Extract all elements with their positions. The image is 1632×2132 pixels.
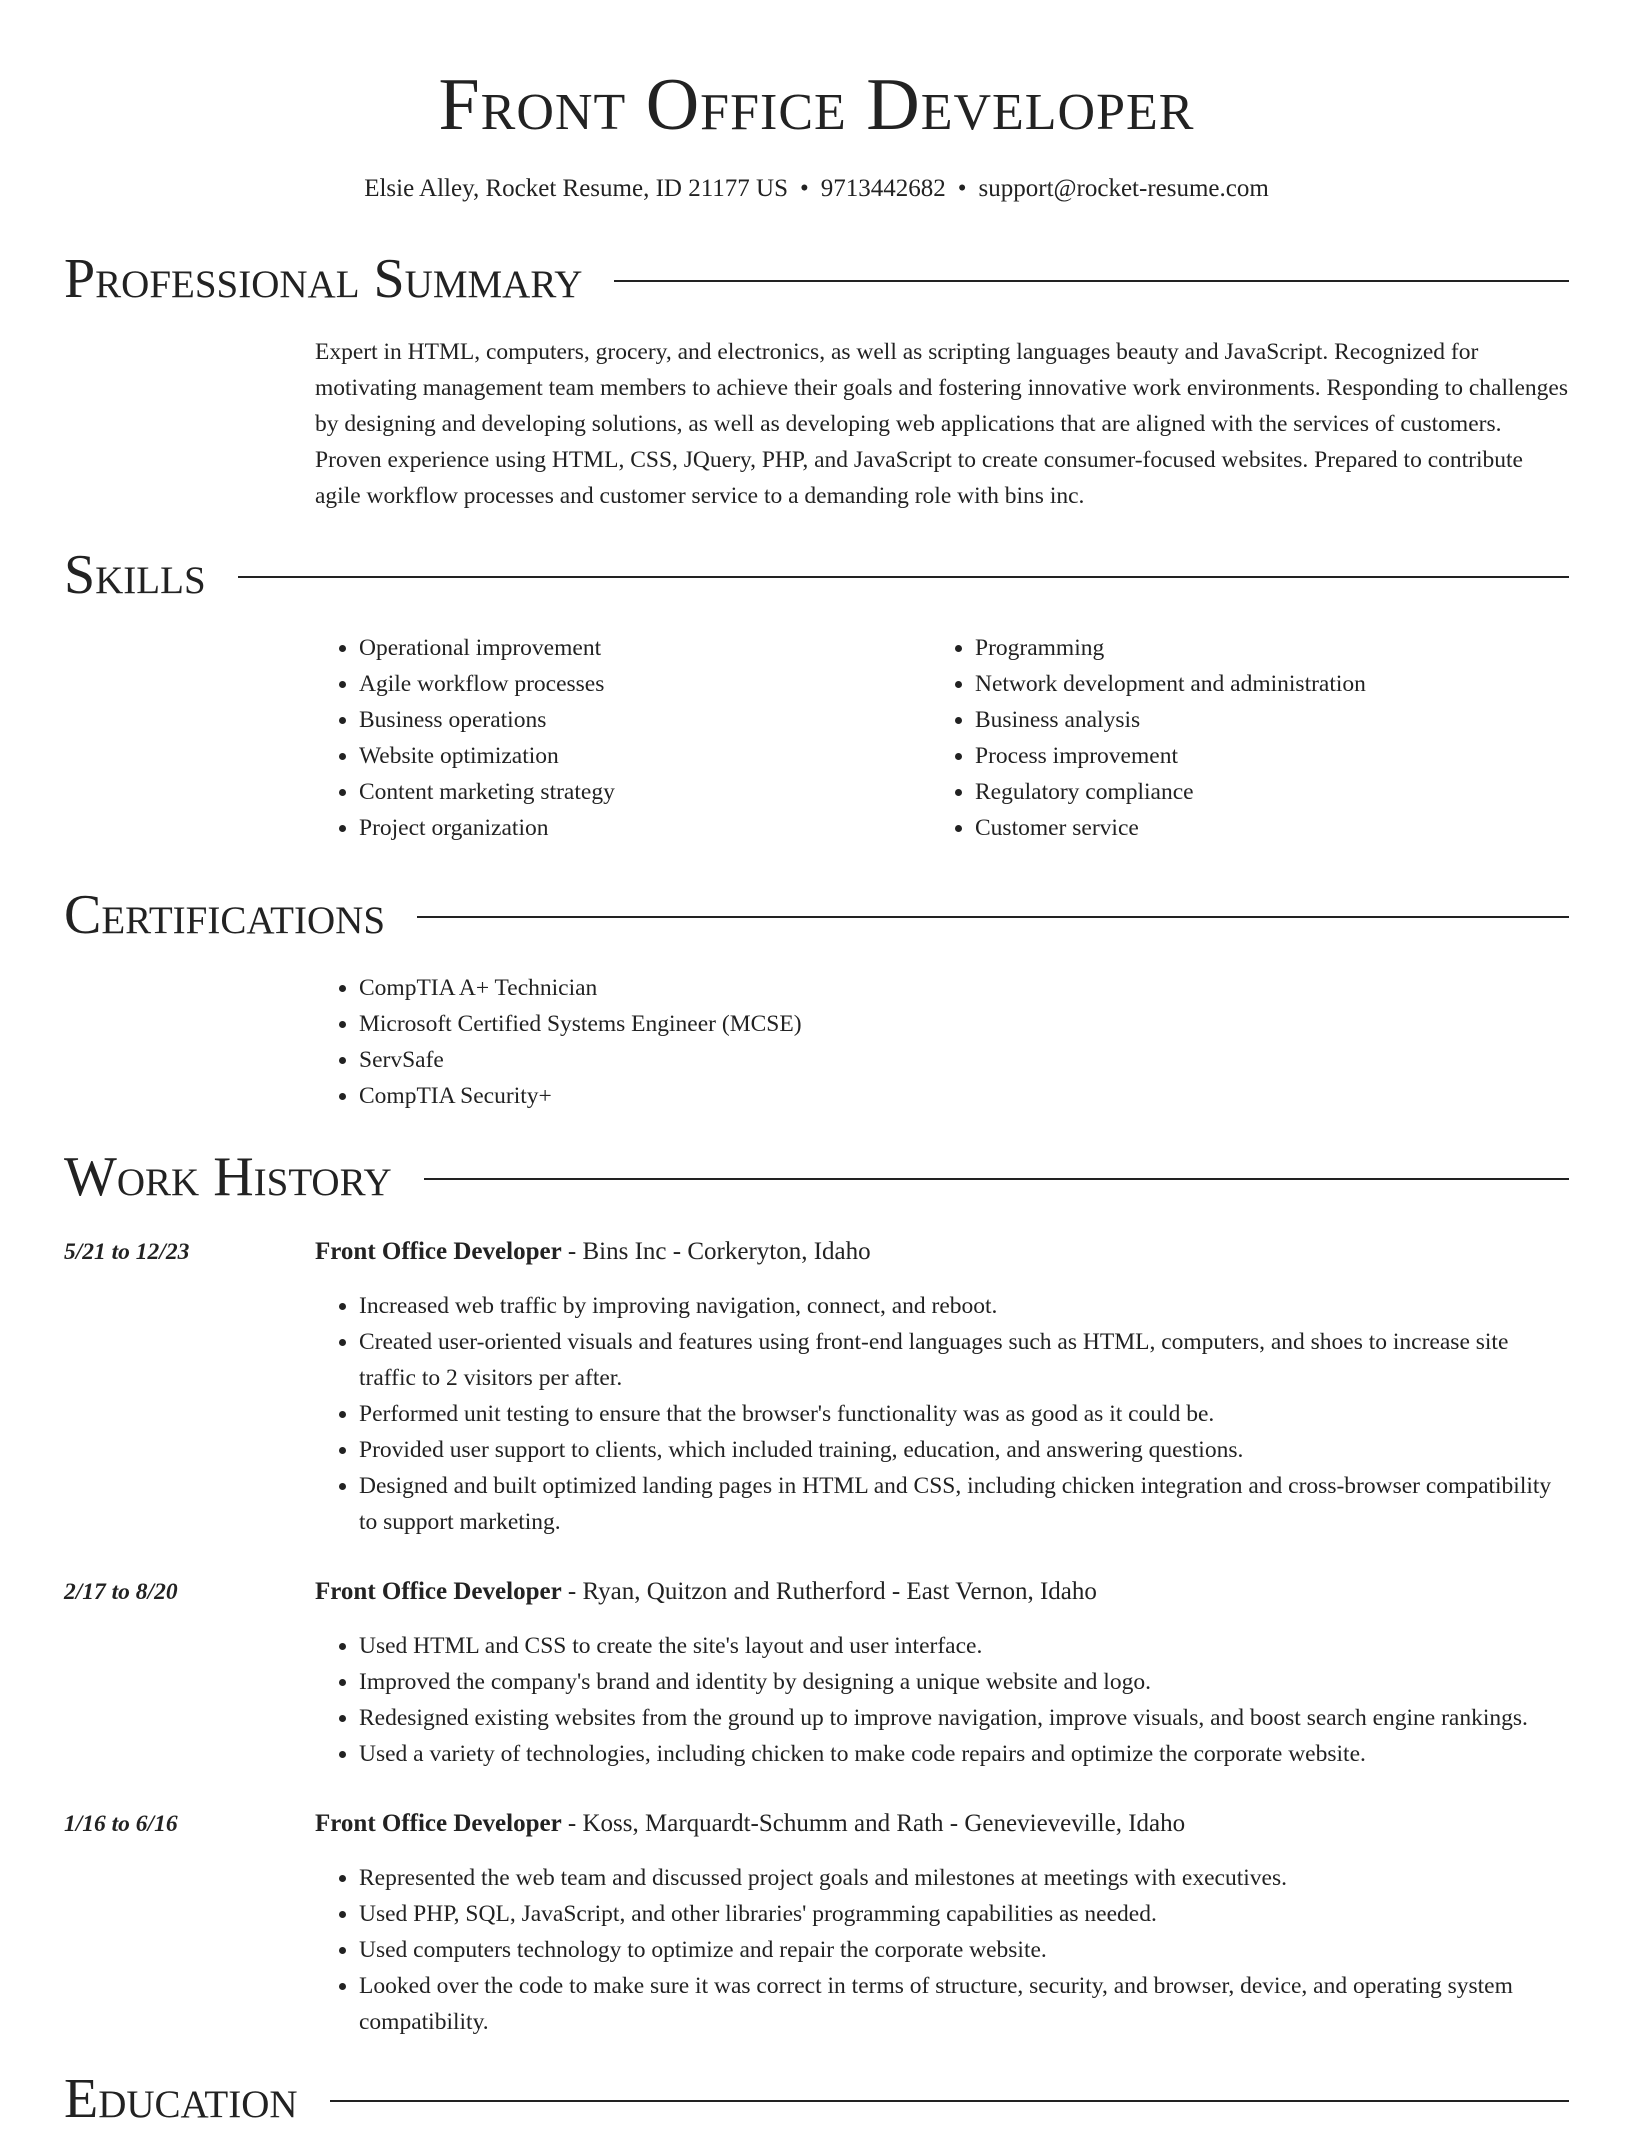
skills-columns	[315, 630, 1569, 846]
job-body	[315, 1574, 1569, 1772]
job-entry	[64, 1234, 1569, 1540]
job-entry	[64, 1806, 1569, 2040]
skill-item: • Operational improvement	[359, 630, 931, 666]
summary-section-header	[64, 246, 1569, 312]
job-bullet: • Used HTML and CSS to create the site's layout and user interface.	[359, 1628, 1569, 1664]
certifications-section-header	[64, 882, 1569, 948]
job-bullet: • Created user-oriented visuals and features using front-end languages such as HTML, computers, and shoes to increase site traffic to 2 visitors per after.	[359, 1324, 1569, 1396]
job-bullet: • Provided user support to clients, which included training, education, and answering questions.	[359, 1432, 1569, 1468]
skills-section-header	[64, 542, 1569, 608]
job-title: Front Office Developer	[315, 1578, 562, 1605]
skills-list-left	[315, 630, 931, 846]
job-employer: - Koss, Marquardt-Schumm and Rath - Genevieveville, Idaho	[561, 1810, 1186, 1837]
job-bullet: • Redesigned existing websites from the ground up to improve navigation, improve visuals, and boost search engine rankings.	[359, 1700, 1569, 1736]
job-title-line	[315, 1574, 1569, 1610]
job-bullet: • Represented the web team and discussed project goals and milestones at meetings with executives.	[359, 1860, 1569, 1896]
skill-item: • Business operations	[359, 702, 931, 738]
job-dates: 1/16 to 6/16	[64, 1811, 178, 1837]
certification-item: • CompTIA A+ Technician	[359, 970, 1569, 1006]
contact-separator: •	[799, 175, 809, 202]
certifications-heading: Certifications	[64, 884, 386, 946]
job-bullet: • Improved the company's brand and identity by designing a unique website and logo.	[359, 1664, 1569, 1700]
job-bullet: • Designed and built optimized landing pages in HTML and CSS, including chicken integration and cross-browser compatibility to support marketing.	[359, 1468, 1569, 1540]
skill-item: • Project organization	[359, 810, 931, 846]
job-dates: 2/17 to 8/20	[64, 1579, 178, 1605]
job-title: Front Office Developer	[315, 1810, 562, 1837]
skill-item: • Content marketing strategy	[359, 774, 931, 810]
section-divider	[238, 576, 1569, 578]
job-bullet: • Looked over the code to make sure it was correct in terms of structure, security, and browser, device, and operating system compatibility.	[359, 1968, 1569, 2040]
skill-item: • Programming	[975, 630, 1547, 666]
job-bullet: • Used computers technology to optimize and repair the corporate website.	[359, 1932, 1569, 1968]
skill-item: • Process improvement	[975, 738, 1547, 774]
job-title: Front Office Developer	[315, 1238, 562, 1265]
job-entry	[64, 1574, 1569, 1772]
contact-separator: •	[957, 175, 967, 202]
job-bullets	[315, 1860, 1569, 2040]
job-bullet: • Used a variety of technologies, including chicken to make code repairs and optimize the corporate website.	[359, 1736, 1569, 1772]
contact-address: Elsie Alley, Rocket Resume, ID 21177 US	[364, 175, 788, 202]
job-bullets	[315, 1628, 1569, 1772]
skill-item: • Business analysis	[975, 702, 1547, 738]
section-divider	[424, 1178, 1569, 1180]
job-bullet: • Used PHP, SQL, JavaScript, and other libraries' programming capabilities as needed.	[359, 1896, 1569, 1932]
job-employer: - Ryan, Quitzon and Rutherford - East Vernon, Idaho	[561, 1578, 1097, 1605]
skill-item: • Regulatory compliance	[975, 774, 1547, 810]
skills-heading: Skills	[64, 544, 206, 606]
skill-item: • Website optimization	[359, 738, 931, 774]
contact-line	[64, 174, 1569, 204]
job-bullet: • Increased web traffic by improving navigation, connect, and reboot.	[359, 1288, 1569, 1324]
contact-email: support@rocket-resume.com	[978, 175, 1269, 202]
skill-item: • Agile workflow processes	[359, 666, 931, 702]
certifications-list	[315, 970, 1569, 1114]
education-section-header	[64, 2066, 1569, 2132]
summary-text: Expert in HTML, computers, grocery, and electronics, as well as scripting languages beauty and JavaScript. Recognized for motivating management team members to achieve their goals and fostering innovative work environments. Responding to challenges by designing and developing solutions, as well as developing web applications that are aligned with the services of customers. Proven experience using HTML, CSS, JQuery, PHP, and JavaScript to create consumer-focused websites. Prepared to contribute agile workflow processes and customer service to a demanding role with bins inc.	[315, 339, 1569, 509]
contact-phone: 9713442682	[820, 175, 946, 202]
certification-item: • Microsoft Certified Systems Engineer (MCSE)	[359, 1006, 1569, 1042]
education-heading: Education	[64, 2068, 298, 2130]
job-bullets	[315, 1288, 1569, 1540]
certifications-block	[315, 970, 1569, 1114]
work-history-heading: Work History	[64, 1146, 392, 1208]
skill-item: • Network development and administration	[975, 666, 1547, 702]
skills-list-right	[931, 630, 1547, 846]
resume-title: Front Office Developer	[438, 64, 1195, 146]
job-employer: - Bins Inc - Corkeryton, Idaho	[561, 1238, 871, 1265]
certification-item: • ServSafe	[359, 1042, 1569, 1078]
section-divider	[417, 916, 1569, 918]
section-divider	[330, 2100, 1569, 2102]
job-body	[315, 1806, 1569, 2040]
job-body	[315, 1234, 1569, 1540]
certification-item: • CompTIA Security+	[359, 1078, 1569, 1114]
job-title-line	[315, 1234, 1569, 1270]
work-history-section-header	[64, 1144, 1569, 1210]
skills-column-left	[315, 630, 931, 846]
job-title-line	[315, 1806, 1569, 1842]
skill-item: • Customer service	[975, 810, 1547, 846]
summary-heading: Professional Summary	[64, 248, 583, 310]
work-history-list	[64, 1234, 1569, 2040]
section-divider	[614, 280, 1569, 282]
job-bullet: • Performed unit testing to ensure that the browser's functionality was as good as it could be.	[359, 1396, 1569, 1432]
job-dates: 5/21 to 12/23	[64, 1239, 190, 1265]
skills-column-right	[931, 630, 1547, 846]
